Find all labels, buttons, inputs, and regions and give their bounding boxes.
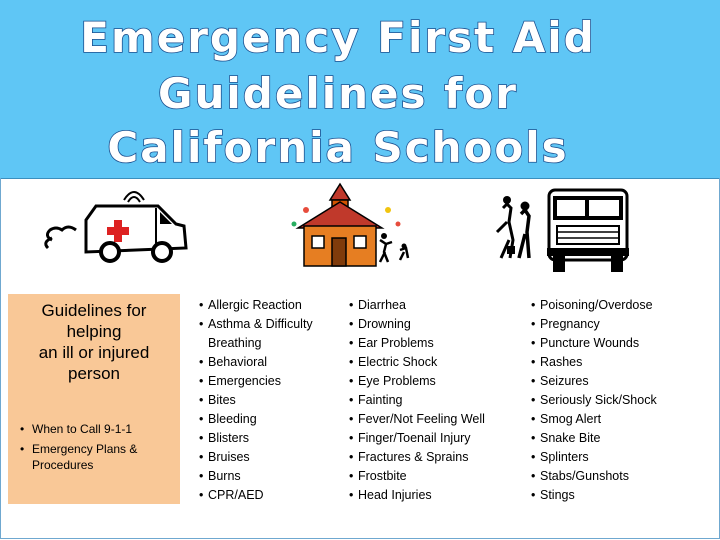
sidebar-panel (8, 294, 180, 504)
sidebar-link-list (18, 421, 178, 477)
topic-link[interactable]: • Rashes (531, 353, 657, 372)
title-banner (0, 0, 720, 179)
topic-link[interactable]: • Allergic Reaction (199, 296, 333, 315)
topic-link[interactable]: • Smog Alert (531, 410, 657, 429)
sidebar-heading (8, 300, 180, 384)
topic-link[interactable]: • Seizures (531, 372, 657, 391)
topic-link[interactable]: • Seriously Sick/Shock (531, 391, 657, 410)
sidebar-heading-line: person (68, 364, 120, 383)
topic-link[interactable]: • Drowning (349, 315, 485, 334)
topic-link[interactable]: • Asthma & Difficulty Breathing (199, 315, 333, 353)
title-graphic (0, 0, 720, 178)
topic-link[interactable]: • Behavioral (199, 353, 333, 372)
topic-link[interactable]: • Burns (199, 467, 333, 486)
topic-link[interactable]: • CPR/AED (199, 486, 333, 505)
sidebar-heading-line: helping (66, 322, 122, 341)
topic-link[interactable]: • Diarrhea (349, 296, 485, 315)
topic-link[interactable]: • Electric Shock (349, 353, 485, 372)
topic-link[interactable]: • Poisoning/Overdose (531, 296, 657, 315)
topic-link[interactable]: • Stabs/Gunshots (531, 467, 657, 486)
topic-column-3 (531, 296, 657, 505)
ambulance-icon (38, 190, 198, 270)
topic-link[interactable]: • Pregnancy (531, 315, 657, 334)
topic-column-1 (199, 296, 333, 505)
emergency-plans-link[interactable]: • Emergency Plans & Procedures (18, 441, 178, 473)
topic-link[interactable]: • Blisters (199, 429, 333, 448)
topic-link[interactable]: • Finger/Toenail Injury (349, 429, 485, 448)
sidebar-heading-line: an ill or injured (38, 343, 150, 362)
topic-link[interactable]: • Bruises (199, 448, 333, 467)
topic-link[interactable]: • Head Injuries (349, 486, 485, 505)
title-line-1: Emergency First Aid (80, 13, 596, 62)
topic-link[interactable]: • Fever/Not Feeling Well (349, 410, 485, 429)
topic-column-2 (349, 296, 485, 505)
topic-link[interactable]: • Stings (531, 486, 657, 505)
topic-link[interactable]: • Puncture Wounds (531, 334, 657, 353)
schoolhouse-icon (288, 180, 418, 272)
topic-link[interactable]: • Frostbite (349, 467, 485, 486)
when-to-call-911-link[interactable]: • When to Call 9-1-1 (18, 421, 178, 437)
topic-link[interactable]: • Fainting (349, 391, 485, 410)
topic-link[interactable]: • Ear Problems (349, 334, 485, 353)
topic-link[interactable]: • Fractures & Sprains (349, 448, 485, 467)
title-line-2: Guidelines for (158, 69, 518, 118)
topic-link[interactable]: • Bleeding (199, 410, 333, 429)
sidebar-heading-line: Guidelines for (41, 301, 147, 320)
topic-link[interactable]: • Eye Problems (349, 372, 485, 391)
topic-link[interactable]: • Snake Bite (531, 429, 657, 448)
topic-link[interactable]: • Bites (199, 391, 333, 410)
topic-link[interactable]: • Emergencies (199, 372, 333, 391)
title-line-3: California Schools (107, 123, 569, 172)
school-bus-icon (487, 184, 637, 276)
topic-link[interactable]: • Splinters (531, 448, 657, 467)
